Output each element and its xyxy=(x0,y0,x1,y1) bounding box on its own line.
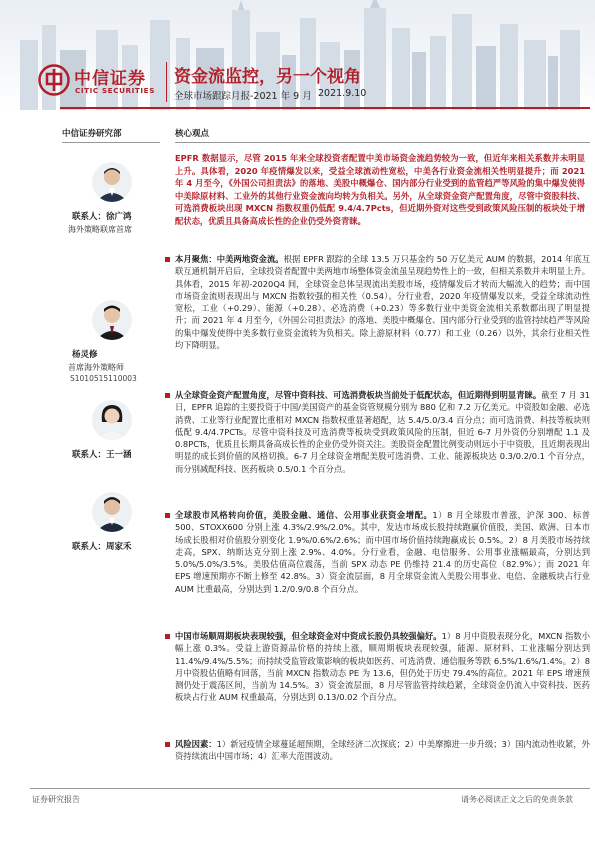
block-text: 截至 7 月 31 日，EPFR 追踪的主要投资于中国/美国资产的基金资管规模分别为 880 亿和 7.2 万亿美元。中资股如金融、必选消费、工业等行业配置比重相对 MXCN 指数权重显著超配，达 5.4/5.0/3.4 百分点；而可选消费、科技等板块则低配 9.4/4.7PCTs。尽管中资科技及可选消费等板块受到政策风险的压制，但近 6-7 月外资仍分别增配 1.1 及 0.8PCTs，优质且长期具备高成长性的企业仍受外资关注。美股资金配置比例变动则远小于中资股，且近期表现出明显的成长到价值的风格切换。6-7 月全球资金增配美股可选消费、工业、能源板块达 0.3/0.2/0.1 个百分点，而分别减配科技、医药板块 0.5/0.1 个百分点。 xyxy=(175,390,590,474)
research-department: 中信证券研究部 xyxy=(62,129,122,139)
analyst-name: 联系人：王一涵 xyxy=(72,450,132,460)
analyst-name: 杨灵修 xyxy=(72,350,98,360)
section-label: 核心观点 xyxy=(175,129,210,139)
content-block xyxy=(165,389,590,475)
analyst-photo xyxy=(92,400,132,440)
company-name-en: CITIC SECURITIES xyxy=(75,86,155,95)
analyst-card xyxy=(62,300,162,383)
analyst-card xyxy=(62,492,162,552)
block-text: 1）8 月中资股表现分化，MXCN 指数小幅上涨 0.3%。受益上游资源品价格的持续上涨，顺周期板块表现较强，能源、原材料、工业涨幅分别达到 11.4%/9.4%/5.5%；而持续受监管政策影响的板块如医药、可选消费、通信服务等跌 6.5%/1.6%/1.4%。2）8 月中资股估值略有回落，当前 MXCN 指数动态 PE 为 13.6，但仍处于历史 79.4%的高位。2021 年 EPS 增速预测仍处于震荡区间，当前为 14.5%。3）资金流层面，8 月尽管监管持续趋紧，全球资金仍流入中资科技、医药板块占行业 AUM 权重最高，分别达到 0.13/0.02 个百分点。 xyxy=(175,631,590,703)
analyst-card xyxy=(62,400,162,460)
key-summary: EPFR 数据显示，尽管 2015 年来全球投资者配置中美市场资金流趋势较为一致，但近年来相关系数并未明显上升。具体看，2020 年疫情爆发以来，受益全球流动性宽松，中美各行业资金流相关性明显提升；而 2021 年 4 月至今，《外国公司担责法》的落地、美股中概爆仓、国内部分行业受到的监管趋严等风险的集中爆发使得中美除原材料、工业外的其他行业资金流向均转为负相关。另外，从全球资金资产配置角度，尽管中资股科技、可选消费板块出现 MXCN 指数权重仍低配 9.4/4.7Pcts，但近期外资对这些受到政策风险压制的板块处于增配状态，优质且具备高成长性的企业仍受外资青睐。 xyxy=(175,153,585,226)
footer-doc-type: 证券研究报告 xyxy=(32,795,80,804)
analyst-name: 联系人：徐广鸿 xyxy=(72,212,132,222)
bullet-marker xyxy=(165,513,170,518)
bullet-marker xyxy=(165,257,170,262)
block-text: 根据 EPFR 跟踪的全球 13.5 万只基金约 50 万亿美元 AUM 的数据，2014 年底互联互通机制开启后，全球投资者配置中美两地市场整体资金流虽呈现趋势性上的一致，但相关系数并未明显上升。具体看，2015 年初-2020Q4 间，全球资金总体呈现流出美股市场，疫情爆发后才转而大幅流入的趋势；而中国市场资金流则表现出与 MXCN 指数较强的相关性（0.54）。分行业看，2020 年疫情爆发以来，受益全球流动性宽松，工业（+0.29）、能源（+0.28）、必选消费（+0.23）等多数行业中美资金流相关系数都出现了明显提升；而 2021 年 4 月至今，《外国公司担责法》的落地、美股中概爆仓、国内部分行业受到的监管持续趋严等风险的集中爆发使得中美多数行业资金流转为负相关。除上游原材料（0.77）和工业（0.26）以外，其余行业相关性均下降明显。 xyxy=(175,254,590,351)
company-name-cn: 中信证券 xyxy=(74,69,146,89)
footer-rule xyxy=(30,788,590,789)
block-lead: 本月聚焦：中美两地资金流。 xyxy=(175,254,284,264)
content-block xyxy=(165,630,590,704)
analyst-photo xyxy=(92,162,132,202)
sidebar-rule xyxy=(62,142,160,143)
analyst-title: 海外策略联席首席 xyxy=(68,225,132,234)
bullet-marker xyxy=(165,393,170,398)
analyst-photo xyxy=(92,300,132,340)
header-red-rule xyxy=(60,107,590,109)
block-lead: 风险因素： xyxy=(175,739,217,749)
content-block xyxy=(165,738,590,763)
bullet-marker xyxy=(165,634,170,639)
block-text: 1）新冠疫情全球蔓延超预期，全球经济二次探底；2）中美摩擦进一步升级；3）国内流动性收紧，外资持续流出中国市场；4）汇率大范围波动。 xyxy=(175,739,590,762)
block-text: 1）8 月全球股市普涨，沪深 300、标普 500、STOXX600 分别上涨 4.3%/2.9%/2.0%。其中，发达市场成长股持续跑赢价值股，美国、欧洲、日本市场成长股相对价值股分别变化 1.9%/0.6%/2.6%；而中国市场价值持续跑赢成长 0.5%。2）8 月美股市场持续走高，SPX、纳斯达克分别上涨 2.9%、4.0%。分行业看，金融、电信服务、公用事业涨幅最高，分别达到 5.0%/5.0%/3.5%。美股估值高位震荡，当前 SPX 动态 PE 仍维持 21.4 的历史高位（82.9%）；而 2021 年 EPS 增速预期亦不断上修至 42.8%。3）资金流层面，8 月全球资金流入美股公用事业、电信、金融板块占行业 AUM 比重最高，分别达到 1.2/0.9/0.8 个百分点。 xyxy=(175,510,590,594)
report-date: 2021.9.10 xyxy=(318,88,367,99)
section-rule xyxy=(175,142,590,143)
content-block xyxy=(165,509,590,595)
bullet-marker xyxy=(165,742,170,747)
report-subtitle: 全球市场跟踪月报-2021 年 9 月 xyxy=(174,91,312,102)
analyst-card xyxy=(62,162,162,235)
header-divider xyxy=(166,62,167,102)
analyst-photo xyxy=(92,492,132,532)
analyst-license: S1010515110003 xyxy=(70,374,137,383)
footer-disclaimer: 请务必阅读正文之后的免责条款 xyxy=(461,795,573,804)
analyst-name: 联系人：周家禾 xyxy=(72,542,132,552)
analyst-title: 首席海外策略师 xyxy=(68,363,124,372)
content-block xyxy=(165,253,590,351)
block-lead: 全球股市风格转向价值，美股金融、通信、公用事业获资金增配。 xyxy=(175,510,433,520)
report-title: 资金流监控，另一个视角 xyxy=(174,67,361,87)
page-header xyxy=(0,0,595,110)
block-lead: 中国市场顺周期板块表现较强，但全球资金对中资成长股仍具较强偏好。 xyxy=(175,631,442,641)
citic-logo-icon xyxy=(38,64,70,96)
block-lead: 从全球资金资产配置角度，尽管中资科技、可选消费板块当前处于低配状态，但近期得到明显青睐。 xyxy=(175,390,542,400)
